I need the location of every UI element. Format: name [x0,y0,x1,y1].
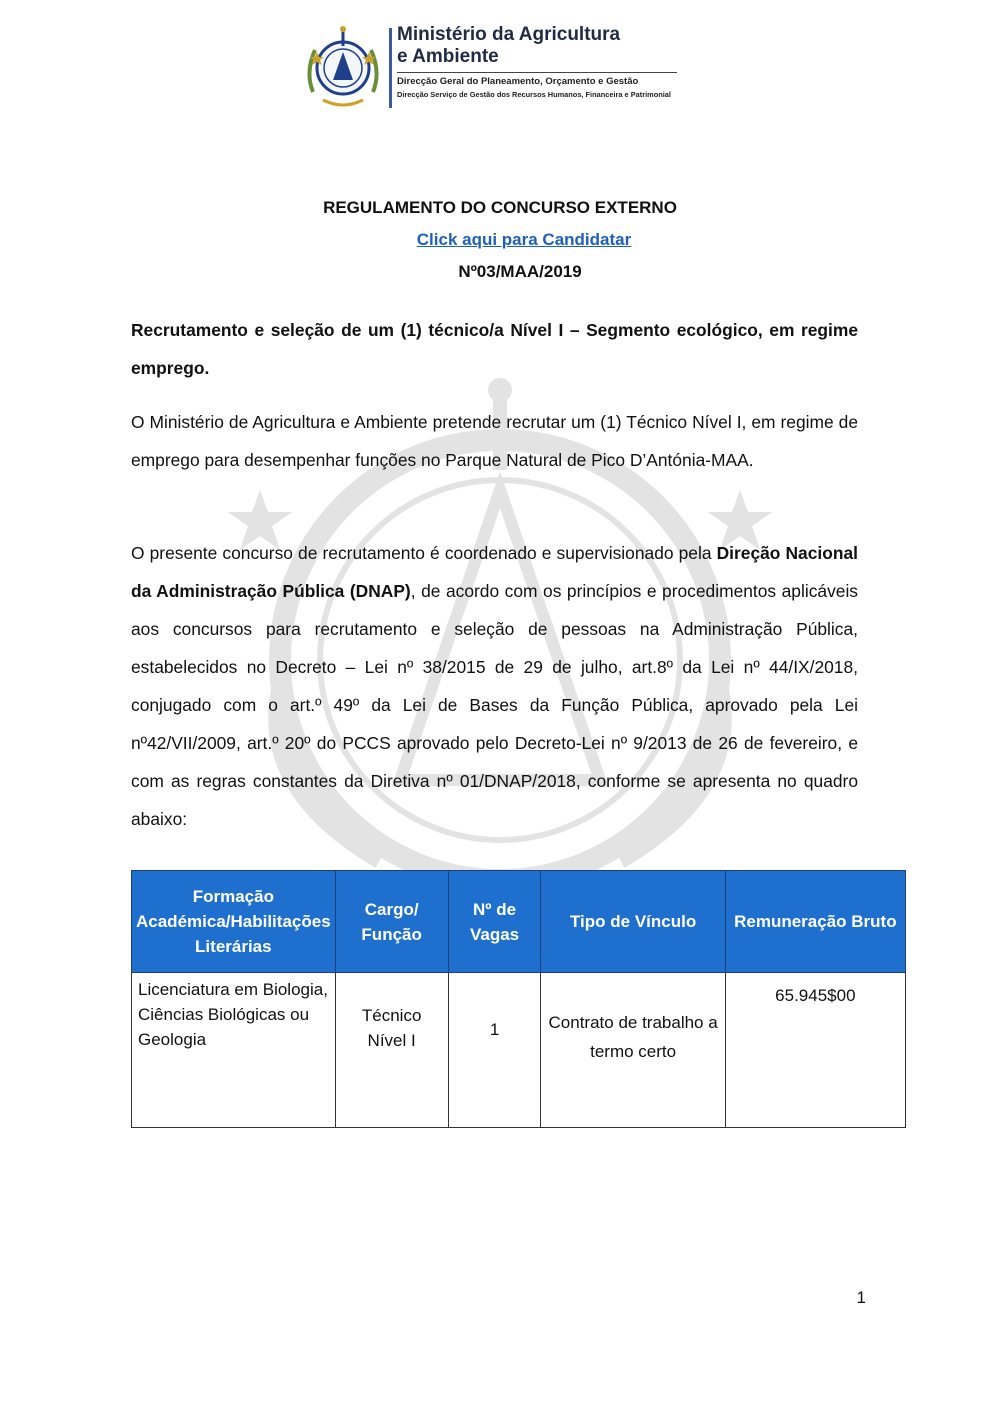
ministry-name [397,24,687,68]
header-rule [397,72,677,73]
directorate-name: Direcção Geral do Planeamento, Orçamento e Gestão [397,76,639,87]
table-row [132,973,906,1128]
page-number: 1 [856,1288,866,1307]
cell-remuneracao: 65.945$00 [725,973,905,1128]
vacancy-table [131,870,906,1128]
document-title: REGULAMENTO DO CONCURSO EXTERNO [323,198,677,217]
header-tipo: Tipo de Vínculo [541,871,725,973]
apply-link[interactable] [0,230,1000,250]
legal-paragraph [131,534,858,838]
apply-link-label: Click aqui para Candidatar [416,230,632,249]
cell-cargo: Técnico Nível I [335,973,448,1128]
header-vagas: Nº de Vagas [448,871,541,973]
ministry-name-line2: e Ambiente [397,46,499,67]
header-divider [389,28,392,108]
header-cargo: Cargo/ Função [335,871,448,973]
ministry-header [303,22,683,114]
legal-paragraph-intro: O presente concurso de recrutamento é coordenado e supervisionado pela [131,543,717,563]
table-header-row [132,871,906,973]
cabo-verde-coat-of-arms-icon [303,22,383,114]
document-reference: Nº03/MAA/2019 [458,262,582,281]
cell-tipo: Contrato de trabalho a termo certo [541,973,725,1128]
legal-paragraph-rest: , de acordo com os princípios e procedimentos aplicáveis aos concursos para recrutamento e seleção de pessoas na Administração Pública, estabelecidos no Decreto – Lei nº 38/2015 de 29 de julho, art.8º da Lei nº 44/IX/2018, conjugado com o art.º 49º da Lei de Bases da Função Pública, aprovado pela Lei nº42/VII/2009, art.º 20º do PCCS aprovado pelo Decreto-Lei nº 9/2013 de 26 de fevereiro, e com as regras constantes da Diretiva nº 01/DNAP/2018, conforme se apresenta no quadro abaixo: [131,581,859,829]
dnap-name: Direção Nacional da Administração Pública (DNAP) [131,543,858,601]
ministry-name-line1: Ministério da Agricultura [397,24,621,45]
cell-formacao: Licenciatura em Biologia, Ciências Biológicas ou Geologia [132,973,336,1128]
header-remuneracao: Remuneração Bruto [725,871,905,973]
service-name: Direcção Serviço de Gestão dos Recursos Humanos, Financeira e Patrimonial [397,90,671,99]
header-formacao: Formação Académica/Habilitações Literárias [132,871,336,973]
intro-paragraph: O Ministério de Agricultura e Ambiente pretende recrutar um (1) Técnico Nível I, em regime de emprego para desempenhar funções no Parque Natural de Pico D’Antónia-MAA. [131,412,858,470]
cell-vagas: 1 [448,973,541,1128]
subject-paragraph: Recrutamento e seleção de um (1) técnico/a Nível I – Segmento ecológico, em regime emprego. [131,320,858,378]
